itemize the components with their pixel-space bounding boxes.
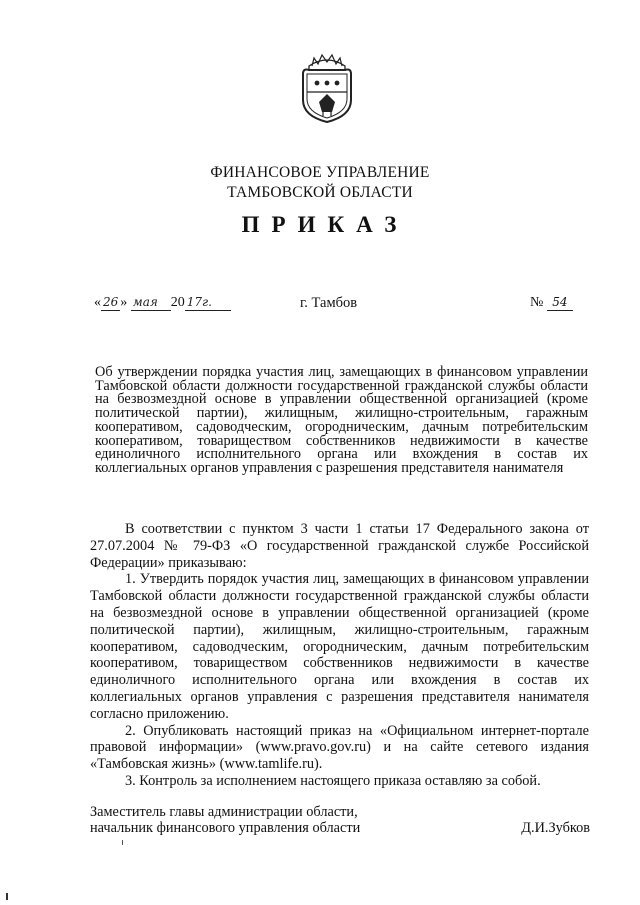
date-close-quote: » [120, 295, 128, 310]
position-line-1: Заместитель главы администрации области, [90, 804, 358, 820]
document-body [90, 521, 589, 790]
document-type-title: ПРИКАЗ [241, 212, 409, 237]
date-day: 26 [103, 295, 119, 309]
scan-edge-mark [6, 893, 8, 900]
org-line-1: ФИНАНСОВОЕ УПРАВЛЕНИЕ [210, 164, 430, 181]
order-item-1: 1. Утвердить порядок участия лиц, замещающих в финансовом управлении Тамбовской области должности государственной гражданской службы области на безвозмездной основе в управлении общественной организацией (кроме политической партии), жилищным, жилищно-строительным, гаражным кооперативом, садоводческим, огородническим, дачным потребительским кооперативом, товариществом собственников недвижимости в качестве единоличного исполнительного органа или вхождения в состав их коллегиальных органов управления с разрешения представителя нанимателя согласно приложению. [90, 571, 589, 722]
date-year-suffix: 17г. [185, 295, 231, 311]
document-meta-row [0, 295, 640, 319]
order-item-2: 2. Опубликовать настоящий приказ на «Официальном интернет-портале правовой информации» (www.pravo.gov.ru) и на сайте сетевого издания «Тамбовская жизнь» (www.tamlife.ru). [90, 722, 589, 773]
position-line-2: начальник финансового управления области [90, 820, 361, 836]
date-open-quote: « [94, 295, 101, 310]
date-month: мая [131, 295, 171, 311]
document-number [530, 295, 573, 311]
scan-mark [122, 840, 123, 845]
document-subject: Об утверждении порядка участия лиц, замещающих в финансовом управлении Тамбовской области должности государственной гражданской службы области на безвозмездной основе в управлении общественной организацией (кроме политической партии), жилищным, жилищно-строительным, гаражным кооперативом, садоводческим, огородническим, дачным потребительским кооперативом, товариществом собственников недвижимости в качестве единоличного исполнительного органа или вхождения в состав их коллегиальных органов управления с разрешения представителя нанимателя [95, 364, 588, 476]
number-label: № [530, 295, 544, 310]
order-item-3: 3. Контроль за исполнением настоящего приказа оставляю за собой. [125, 772, 541, 789]
signature-block [90, 804, 590, 836]
number-value: 54 [547, 295, 573, 311]
tambov-coat-of-arms-icon [299, 52, 355, 124]
document-city: г. Тамбов [300, 295, 358, 311]
signer-position [90, 804, 590, 836]
date-year-prefix: 20 [170, 295, 185, 310]
signer-name: Д.И.Зубков [521, 820, 590, 836]
org-line-2: ТАМБОВСКОЙ ОБЛАСТИ [227, 184, 413, 201]
preamble-paragraph: В соответствии с пунктом 3 части 1 статьи 17 Федерального закона от 27.07.2004 № 79-ФЗ «О государственной гражданской службе Российской Федерации» приказываю: [90, 521, 589, 571]
document-date [94, 295, 231, 311]
organization-name [0, 163, 640, 203]
